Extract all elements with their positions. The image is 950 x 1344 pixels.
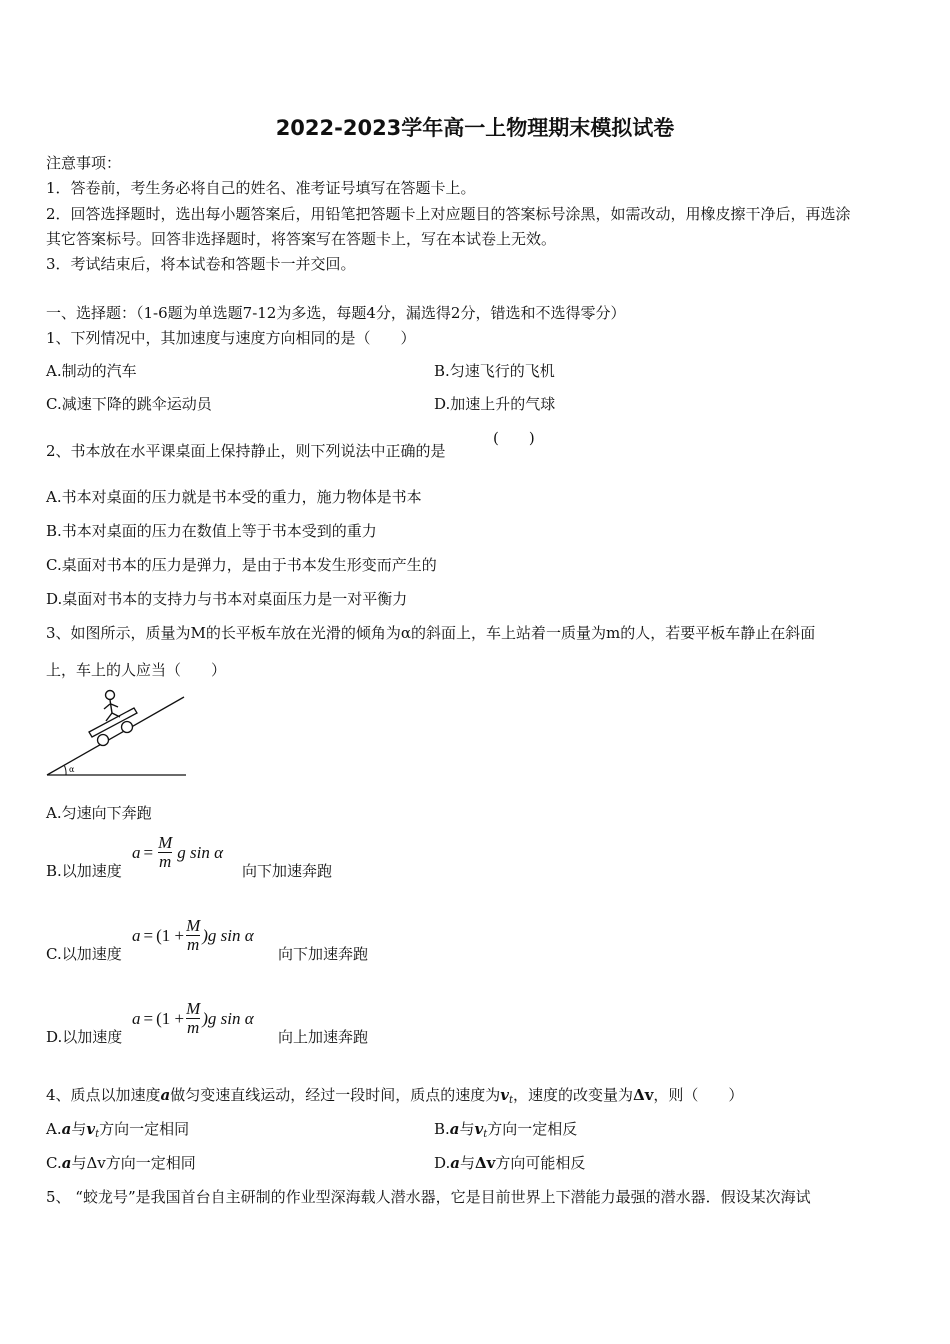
- q4-stem: [46, 1084, 743, 1106]
- q3-option-c-suffix: 向下加速奔跑: [278, 945, 369, 963]
- notice-item-3: 3．考试结束后，将本试卷和答题卡一并交回。: [46, 255, 356, 273]
- option-text: 方向一定相同: [99, 1120, 190, 1138]
- incline-figure: [44, 685, 190, 780]
- q3-option-d-suffix: 向上加速奔跑: [278, 1028, 369, 1046]
- q3-formula-b: [132, 834, 223, 871]
- q4-stem-part4: ，则（ ）: [653, 1086, 744, 1104]
- subscript-t: t: [483, 1129, 488, 1140]
- fraction-m-over-m: [186, 917, 200, 954]
- var-a: a: [132, 925, 141, 945]
- q5-stem: 5、 “蛟龙号”是我国首台自主研制的作业型深海载人潜水器，它是目前世界上下潜能力最强的潜水器．假设某次海试: [46, 1188, 811, 1206]
- notice-item-2-cont: 其它答案标号。回答非选择题时，将答案写在答题卡上，写在本试卷上无效。: [46, 230, 557, 248]
- q1-option-b: B.匀速飞行的飞机: [434, 362, 555, 380]
- q4-stem-part2: 做匀变速直线运动，经过一段时间，质点的速度为: [170, 1086, 501, 1104]
- conj: 与: [71, 1154, 87, 1172]
- q2-option-b: B.书本对桌面的压力在数值上等于书本受到的重力: [46, 522, 377, 540]
- q3-stem-line1: 3、如图所示，质量为M的长平板车放在光滑的倾角为α的斜面上，车上站着一质量为m的人，若要平板车静止在斜面: [46, 624, 816, 642]
- q3-option-a: A.匀速向下奔跑: [46, 804, 152, 822]
- denominator: m: [187, 935, 200, 954]
- page-title: 2022-2023学年高一上物理期末模拟试卷: [275, 116, 675, 140]
- q2-option-a-text: A.书本对桌面的压力就是书本受的重力，施力物体是书本: [46, 488, 422, 506]
- q1-stem: 1、下列情况中，其加速度与速度方向相同的是（ ）: [46, 329, 416, 347]
- var-a: a: [132, 842, 141, 862]
- q2-stem: 2、书本放在水平课桌面上保持静止，则下列说法中正确的是: [46, 442, 446, 460]
- paren-close-g-sin-alpha: )g sin α: [202, 1008, 254, 1028]
- q2-answer-paren: ( ): [493, 429, 535, 447]
- q2-option-d: D.桌面对书本的支持力与书本对桌面压力是一对平衡力: [46, 590, 408, 608]
- option-letter: D.: [434, 1154, 451, 1172]
- option-letter: A.: [46, 1120, 62, 1138]
- var-a: a: [160, 1086, 171, 1104]
- q4-option-c: [46, 1152, 196, 1173]
- notice-item-2: 2．回答选择题时，选出每小题答案后，用铅笔把答题卡上对应题目的答案标号涂黑，如需改动，用橡皮擦干净后，再选涂: [46, 205, 851, 223]
- notice-item-1: 1．答卷前，考生务必将自己的姓名、准考证号填写在答题卡上。: [46, 179, 476, 197]
- var-delta-v: Δv: [475, 1154, 496, 1172]
- option-text: 方向可能相反: [495, 1154, 586, 1172]
- option-letter: B.: [434, 1120, 450, 1138]
- q3-option-b-prefix: B.以加速度: [46, 862, 122, 880]
- conj: 与: [459, 1120, 475, 1138]
- var-delta-v: Δv: [86, 1154, 106, 1172]
- fraction-m-over-m: [158, 834, 172, 871]
- option-text: 方向一定相反: [487, 1120, 578, 1138]
- q4-option-b: [434, 1118, 577, 1140]
- var-a: a: [449, 1120, 460, 1138]
- q3-option-b-suffix: 向下加速奔跑: [242, 862, 333, 880]
- notice-heading: 注意事项：: [46, 154, 122, 172]
- q3-option-d-prefix: D.以加速度: [46, 1028, 123, 1046]
- equals-sign: =: [143, 925, 154, 945]
- g-sin-alpha: g sin α: [177, 842, 224, 862]
- paren-close-g-sin-alpha: )g sin α: [202, 925, 254, 945]
- conj: 与: [460, 1154, 476, 1172]
- var-delta-v: Δv: [633, 1086, 654, 1104]
- q4-option-d: [434, 1152, 585, 1173]
- equals-sign: =: [143, 842, 154, 862]
- q1-option-c: C.减速下降的跳伞运动员: [46, 395, 212, 413]
- section-heading: 一、选择题：（1-6题为单选题7-12为多选，每题4分，漏选得2分，错选和不选得零分）: [46, 304, 626, 322]
- equals-sign: =: [143, 1008, 154, 1028]
- q3-option-c-prefix: C.以加速度: [46, 945, 122, 963]
- angle-label: α: [69, 765, 75, 774]
- subscript-t: t: [95, 1129, 100, 1140]
- q4-option-a: [46, 1118, 189, 1140]
- incline-line: [47, 697, 184, 775]
- q2-option-a: [46, 486, 422, 507]
- var-a: a: [450, 1154, 460, 1172]
- q1-option-d: D.加速上升的气球: [434, 395, 556, 413]
- numerator: M: [158, 833, 173, 852]
- denominator: m: [159, 852, 172, 871]
- q3-formula-c: [132, 917, 254, 954]
- option-letter: C.: [46, 1154, 62, 1172]
- var-v: v: [86, 1120, 96, 1138]
- var-a: a: [132, 1008, 141, 1028]
- fraction-m-over-m: [186, 1000, 200, 1037]
- paren-open: (1 +: [156, 925, 185, 945]
- q3-stem-line2: 上，车上的人应当（ ）: [46, 661, 227, 679]
- denominator: m: [187, 1018, 200, 1037]
- person-icon: [104, 691, 120, 722]
- conj: 与: [71, 1120, 87, 1138]
- q4-stem-part3: ，速度的改变量为: [513, 1086, 634, 1104]
- var-a: a: [61, 1120, 72, 1138]
- subscript-t: t: [509, 1095, 514, 1106]
- q2-option-c: C.桌面对书本的压力是弹力，是由于书本发生形变而产生的: [46, 556, 437, 574]
- q1-option-a: A.制动的汽车: [46, 362, 137, 380]
- q3-formula-d: [132, 1000, 254, 1037]
- var-v: v: [474, 1120, 484, 1138]
- paren-open: (1 +: [156, 1008, 185, 1028]
- angle-arc: [65, 766, 67, 775]
- numerator: M: [186, 999, 201, 1018]
- q4-stem-part1: 4、质点以加速度: [46, 1086, 161, 1104]
- numerator: M: [186, 916, 201, 935]
- var-a: a: [61, 1154, 72, 1172]
- var-v: v: [500, 1086, 510, 1104]
- option-text: 方向一定相同: [105, 1154, 196, 1172]
